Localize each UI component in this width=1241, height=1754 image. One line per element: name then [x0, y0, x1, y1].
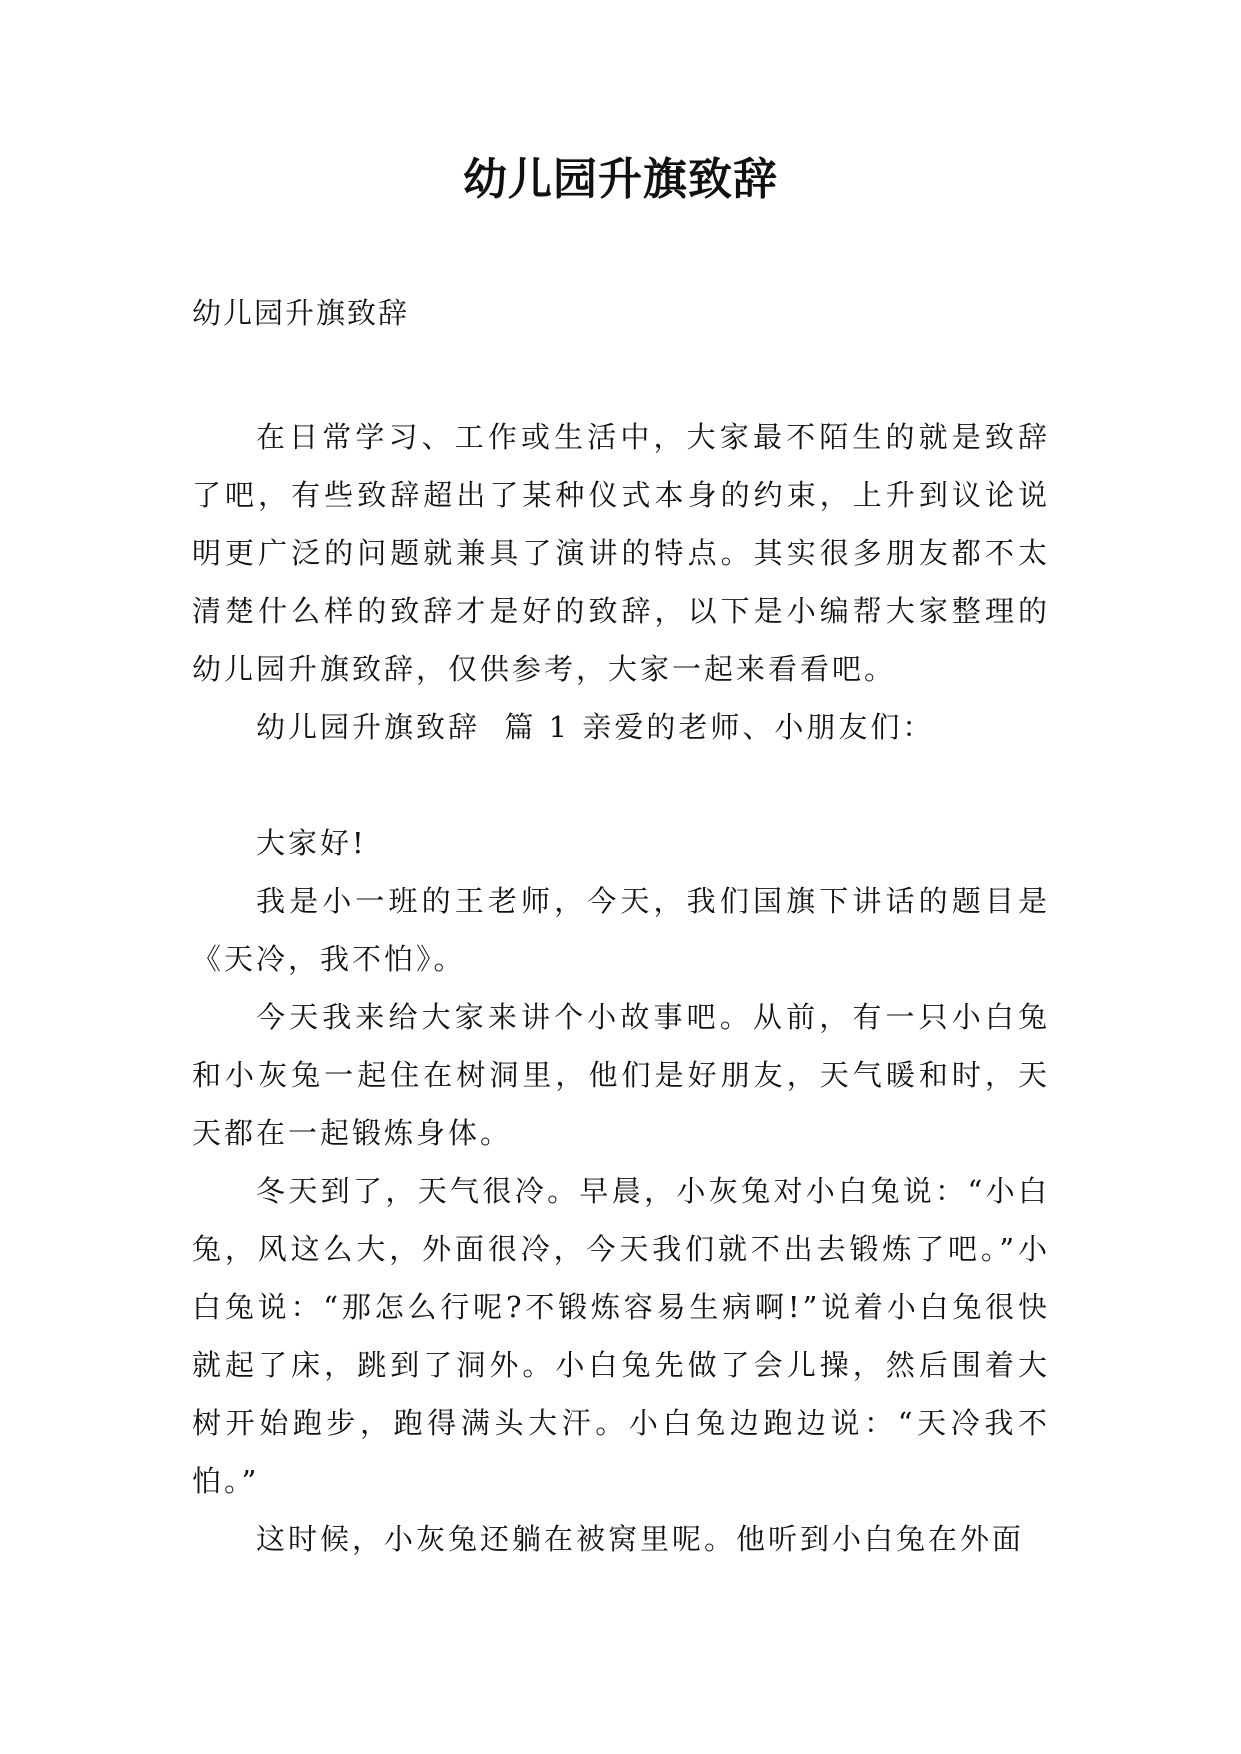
- story-intro-paragraph: 今天我来给大家来讲个小故事吧。从前，有一只小白兔和小灰兔一起住在树洞里，他们是好朋友，天气暖和时，天天都在一起锻炼身体。: [192, 1000, 1050, 1150]
- greeting-paragraph: 大家好!: [256, 826, 367, 860]
- speech-topic-paragraph: 我是小一班的王老师，今天，我们国旗下讲话的题目是《天冷，我不怕》。: [192, 884, 1050, 976]
- document-body: [192, 408, 1050, 1568]
- document-title: 幼儿园升旗致辞: [463, 154, 778, 205]
- section-heading-paragraph: 幼儿园升旗致辞 篇 1 亲爱的老师、小朋友们：: [256, 710, 935, 744]
- document-subtitle: 幼儿园升旗致辞: [192, 296, 410, 330]
- intro-paragraph: 在日常学习、工作或生活中，大家最不陌生的就是致辞了吧，有些致辞超出了某种仪式本身的约束，上升到议论说明更广泛的问题就兼具了演讲的特点。其实很多朋友都不太清楚什么样的致辞才是好的致辞，以下是小编帮大家整理的幼儿园升旗致辞，仅供参考，大家一起来看看吧。: [192, 420, 1050, 686]
- story-winter-paragraph: 冬天到了，天气很冷。早晨，小灰兔对小白兔说：“小白兔，风这么大，外面很冷，今天我们就不出去锻炼了吧。”小白兔说：“那怎么行呢?不锻炼容易生病啊!”说着小白兔很快就起了床，跳到了洞外。小白兔先做了会儿操，然后围着大树开始跑步，跑得满头大汗。小白兔边跑边说：“天冷我不怕。”: [192, 1174, 1050, 1498]
- story-continue-paragraph: 这时候，小灰兔还躺在被窝里呢。他听到小白兔在外面: [256, 1522, 1025, 1556]
